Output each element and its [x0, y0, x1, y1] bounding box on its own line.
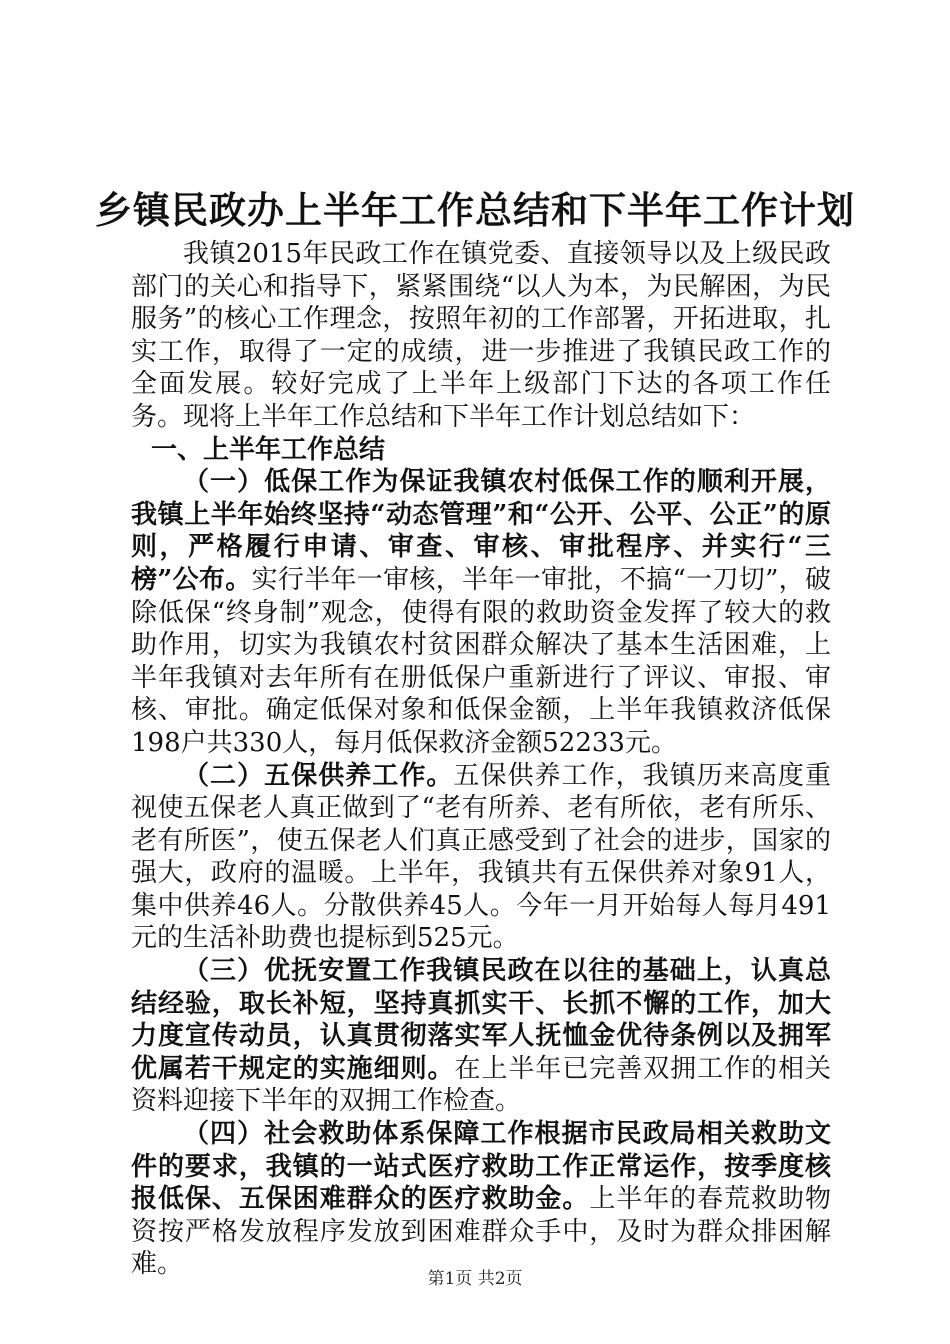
item-1-paragraph	[131, 466, 831, 759]
item-4-paragraph	[131, 1118, 831, 1281]
item-3-text: 在上半年已完善双拥工作的相关资料迎接下半年的双拥工作检查。	[131, 1053, 831, 1117]
item-3-paragraph	[131, 955, 831, 1118]
item-4-text: 上半年的春荒救助物资按严格发放程序发放到困难群众手中，及时为群众排困解难。	[131, 1184, 831, 1280]
document-title: 乡镇民政办上半年工作总结和下半年工作计划	[95, 188, 855, 232]
section-heading: 一、上半年工作总结	[151, 434, 386, 465]
item-2-text: 五保供养工作，我镇历来高度重视使五保老人真正做到了“老有所养、老有所依，老有所乐、老有所医”，使五保老人们真正感受到了社会的进步，国家的强大，政府的温暖。上半年，我镇共有五保供养对象91人，集中供养46人。分散供养45人。今年一月开始每人每月491元的生活补助费也提标到525元。	[131, 760, 831, 954]
item-2-paragraph	[131, 760, 831, 956]
item-2-lead: （二）五保供养工作。	[183, 760, 454, 791]
document-body	[131, 238, 831, 1281]
item-4-lead: （四）社会救助体系保障工作根据市民政局相关救助文件的要求，我镇的一站式医疗救助工作正常运作，按季度核报低保、五保困难群众的医疗救助金。	[131, 1119, 831, 1215]
item-3-lead: （三）优抚安置工作我镇民政在以往的基础上，认真总结经验，取长补短，坚持真抓实干、长抓不懈的工作，加大力度宣传动员，认真贯彻落实军人抚恤金优待条例以及拥军优属若干规定的实施细则。	[131, 956, 831, 1084]
page-footer: 第1页 共2页	[427, 1269, 523, 1289]
intro-paragraph: 我镇2015年民政工作在镇党委、直接领导以及上级民政部门的关心和指导下，紧紧围绕“以人为本，为民解困，为民服务”的核心工作理念，按照年初的工作部署，开拓进取，扎实工作，取得了一定的成绩，进一步推进了我镇民政工作的全面发展。较好完成了上半年上级部门下达的各项工作任务。现将上半年工作总结和下半年工作计划总结如下：	[131, 239, 831, 432]
item-1-text: 实行半年一审核，半年一审批，不搞“一刀切”，破除低保“终身制”观念，使得有限的救助资金发挥了较大的救助作用，切实为我镇农村贫困群众解决了基本生活困难，上半年我镇对去年所有在册低保户重新进行了评议、审报、审核、审批。确定低保对象和低保金额，上半年我镇救济低保198户共330人，每月低保救济金额52233元。	[131, 564, 831, 758]
item-1-lead: （一）低保工作为保证我镇农村低保工作的顺利开展，我镇上半年始终坚持“动态管理”和“公开、公平、公正”的原则，严格履行申请、审查、审核、审批程序、并实行“三榜”公布。	[131, 467, 831, 595]
